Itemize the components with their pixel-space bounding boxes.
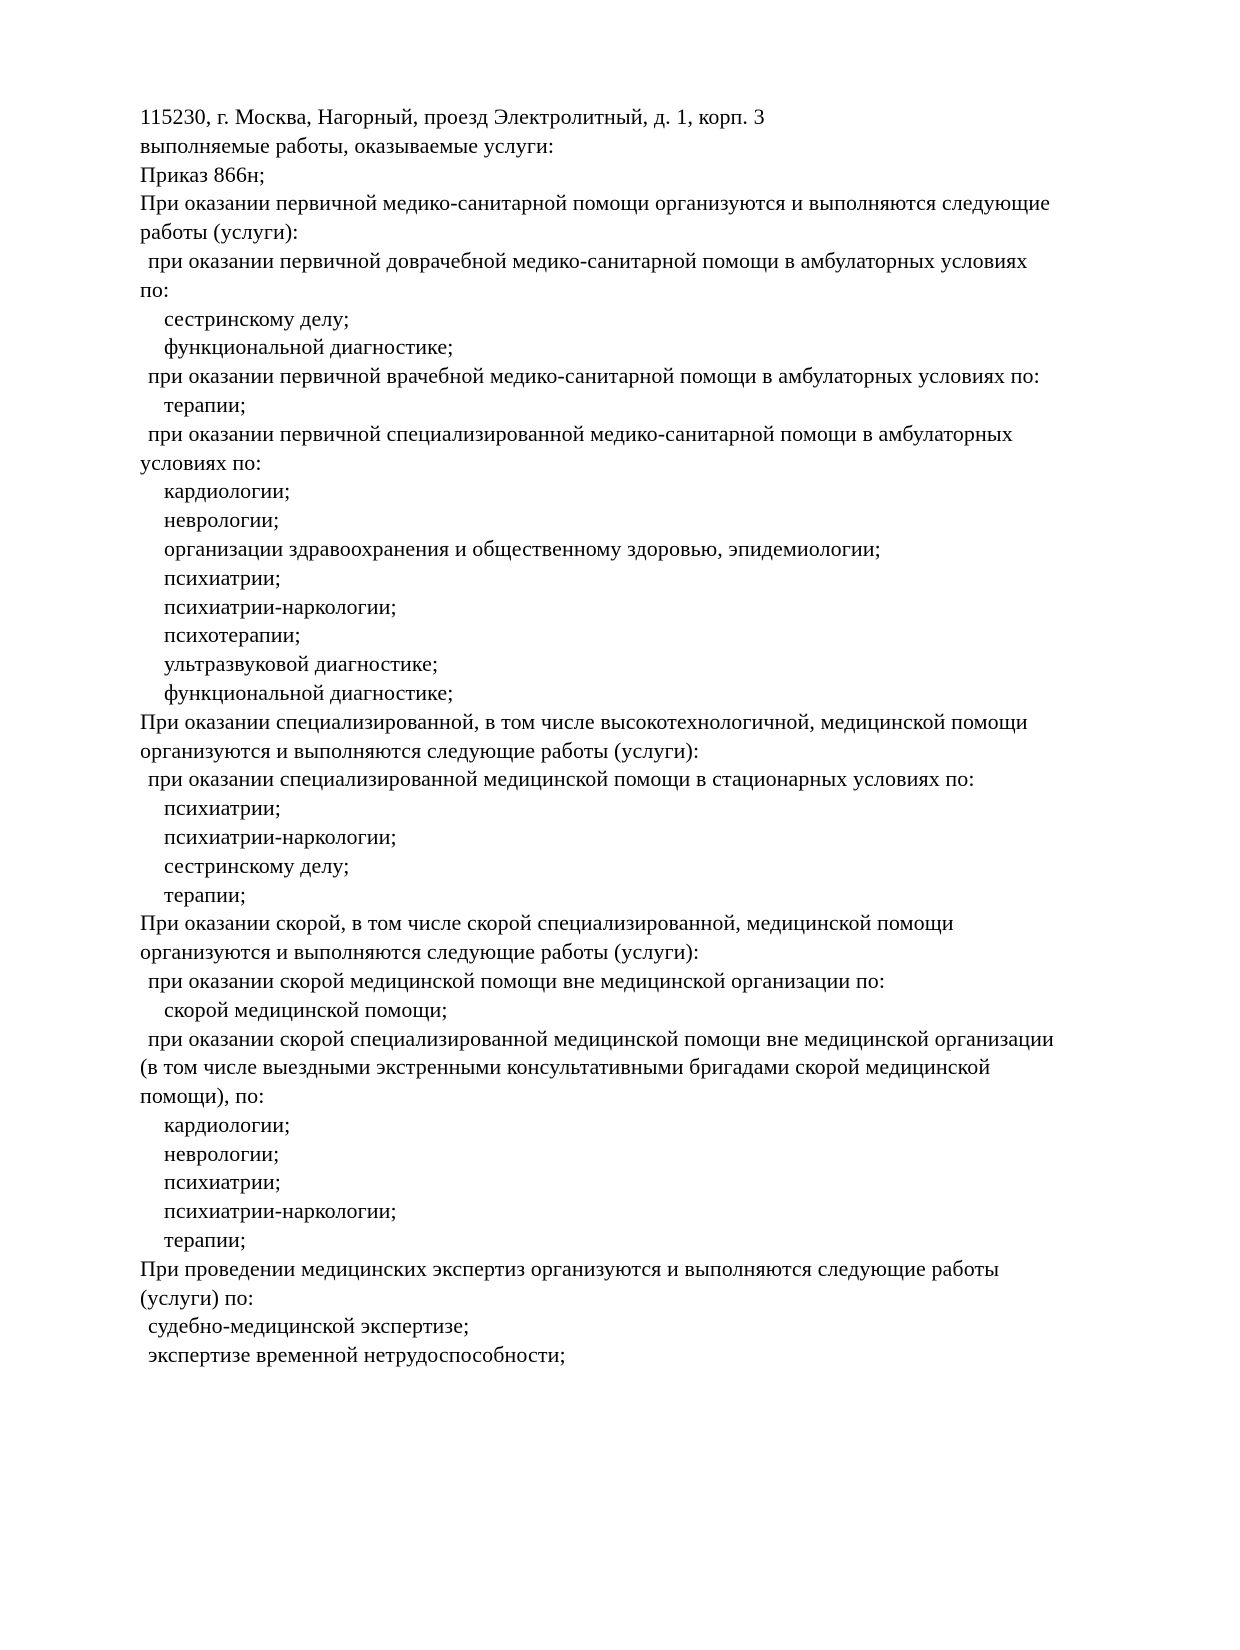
document-line: кардиологии; bbox=[164, 1111, 291, 1137]
document-line: кардиологии; bbox=[164, 478, 291, 504]
document-line: при оказании первичной доврачебной медико-санитарной помощи в амбулаторных условиях bbox=[148, 247, 1028, 273]
document-line: терапии; bbox=[164, 391, 247, 417]
document-line: (в том числе выездными экстренными консультативными бригадами скорой медицинской bbox=[140, 1054, 991, 1080]
document-line: сестринскому делу; bbox=[164, 852, 350, 878]
document-line: При проведении медицинских экспертиз организуются и выполняются следующие работы bbox=[140, 1255, 1000, 1281]
document-line: При оказании первичной медико-санитарной помощи организуются и выполняются следующие bbox=[140, 190, 1051, 216]
document-line: судебно-медицинской экспертизе; bbox=[148, 1313, 470, 1339]
document-line: при оказании скорой специализированной медицинской помощи вне медицинской организации bbox=[148, 1025, 1054, 1051]
document-line: психиатрии; bbox=[164, 795, 281, 821]
document-line: (услуги) по: bbox=[140, 1284, 254, 1310]
document-line: работы (услуги): bbox=[140, 219, 299, 245]
document-line: при оказании первичной врачебной медико-санитарной помощи в амбулаторных условиях по: bbox=[148, 363, 1040, 389]
document-line: организации здравоохранения и общественному здоровью, эпидемиологии; bbox=[164, 535, 881, 561]
document-line: функциональной диагностике; bbox=[164, 334, 454, 360]
document-line: при оказании скорой медицинской помощи вне медицинской организации по: bbox=[148, 967, 886, 993]
document-line: психиатрии-наркологии; bbox=[164, 1198, 397, 1224]
document-line: психиатрии; bbox=[164, 564, 281, 590]
document-line: При оказании скорой, в том числе скорой специализированной, медицинской помощи bbox=[140, 910, 954, 936]
document-line: психиатрии-наркологии; bbox=[164, 593, 397, 619]
document-line: по: bbox=[140, 276, 170, 302]
document-line: при оказании первичной специализированной медико-санитарной помощи в амбулаторных bbox=[148, 420, 1013, 446]
document-line: При оказании специализированной, в том числе высокотехнологичной, медицинской помощи bbox=[140, 708, 1028, 734]
document-line: терапии; bbox=[164, 1227, 247, 1253]
document-line: психиатрии; bbox=[164, 1169, 281, 1195]
document-line: ультразвуковой диагностике; bbox=[164, 651, 439, 677]
document-line: сестринскому делу; bbox=[164, 305, 350, 331]
document-body bbox=[140, 103, 1130, 1370]
document-line: экспертизе временной нетрудоспособности; bbox=[148, 1342, 566, 1368]
document-line: терапии; bbox=[164, 881, 247, 907]
document-line: неврологии; bbox=[164, 507, 280, 533]
document-line: психиатрии-наркологии; bbox=[164, 823, 397, 849]
document-line: психотерапии; bbox=[164, 622, 301, 648]
document-line: помощи), по: bbox=[140, 1083, 265, 1109]
document-line: функциональной диагностике; bbox=[164, 679, 454, 705]
document-line: неврологии; bbox=[164, 1140, 280, 1166]
document-line: скорой медицинской помощи; bbox=[164, 996, 448, 1022]
document-line: 115230, г. Москва, Нагорный, проезд Электролитный, д. 1, корп. 3 bbox=[140, 104, 765, 129]
document-line: условиях по: bbox=[140, 449, 262, 475]
document-line: организуются и выполняются следующие работы (услуги): bbox=[140, 939, 700, 965]
document-line: организуются и выполняются следующие работы (услуги): bbox=[140, 737, 700, 763]
document-line: при оказании специализированной медицинской помощи в стационарных условиях по: bbox=[148, 766, 975, 792]
document-line: выполняемые работы, оказываемые услуги: bbox=[140, 132, 555, 158]
document-line: Приказ 866н; bbox=[140, 161, 266, 187]
